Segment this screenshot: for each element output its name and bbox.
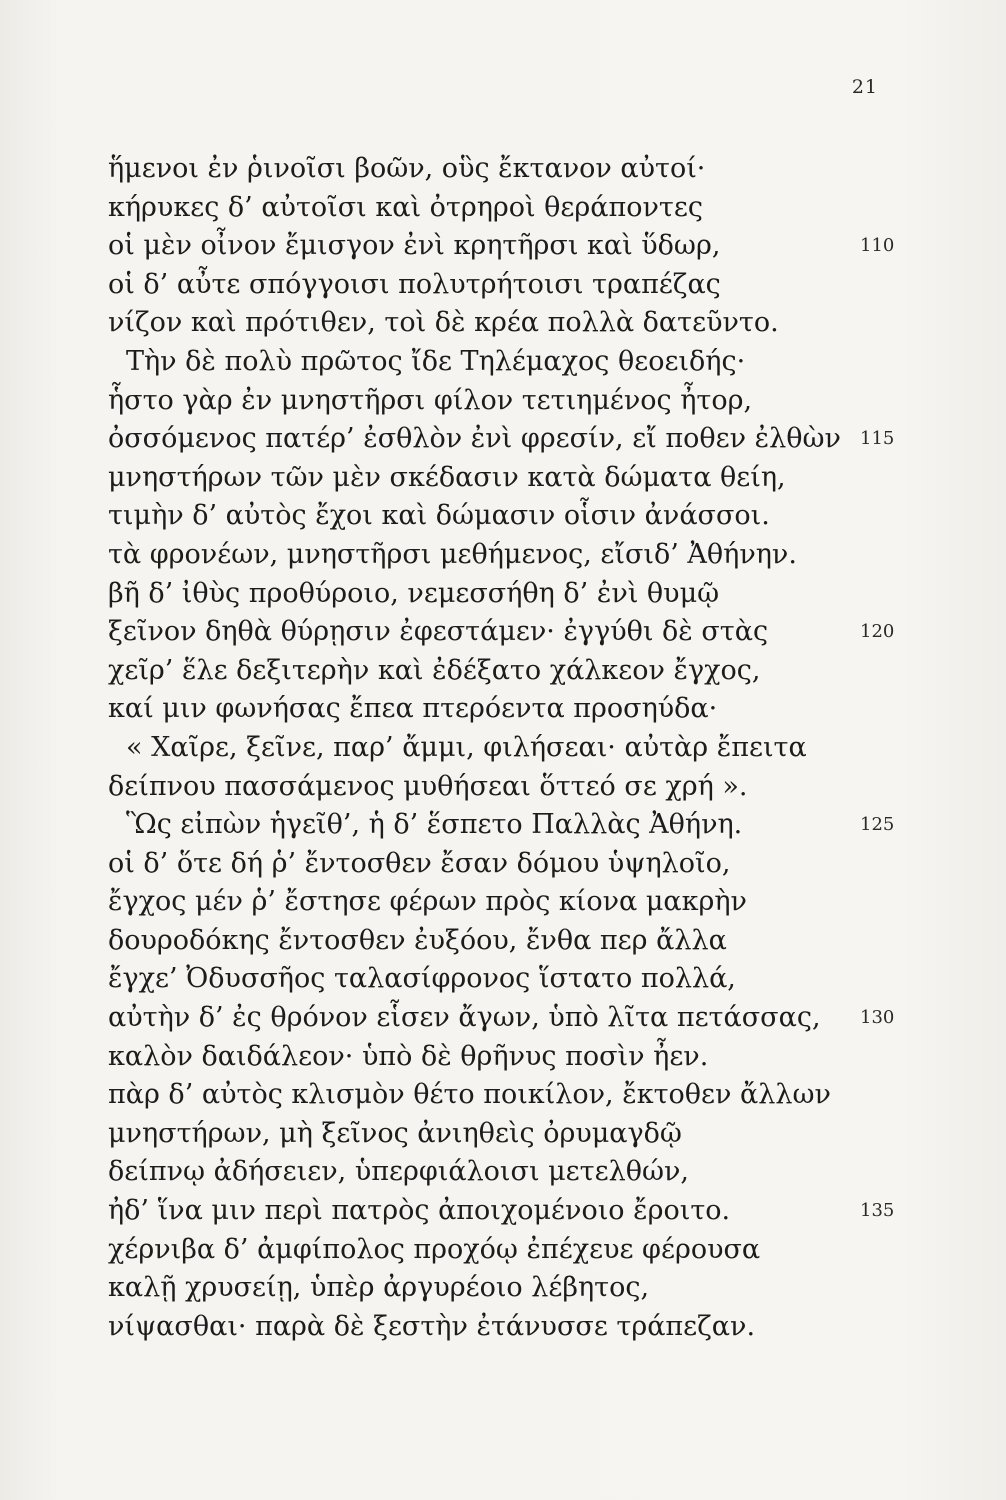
verse-line: [108, 922, 908, 961]
verse-line: [108, 1153, 908, 1192]
verse-line: [108, 806, 908, 845]
line-number: 130: [860, 1007, 895, 1029]
verse-line: [108, 1192, 908, 1231]
verse-text: ἧστο γὰρ ἐν μνηστῆρσι φίλον τετιημένος ἦτορ,: [108, 384, 753, 416]
line-number: 135: [860, 1200, 895, 1222]
verse-line: [108, 1038, 908, 1077]
verse-text: « Χαῖρε, ξεῖνε, παρ’ ἄμμι, φιλήσεαι· αὐτὰρ ἔπειτα: [126, 731, 807, 763]
verse-text: δουροδόκης ἔντοσθεν ἐυξόου, ἔνθα περ ἄλλα: [108, 924, 727, 956]
line-number: 120: [860, 621, 895, 643]
verse-line: [108, 883, 908, 922]
verse-line: [108, 420, 908, 459]
verse-line: [108, 1115, 908, 1154]
verse-line: [108, 1076, 908, 1115]
line-number: 115: [860, 428, 895, 450]
verse-text: Τὴν δὲ πολὺ πρῶτος ἴδε Τηλέμαχος θεοειδής·: [126, 345, 746, 377]
verse-line: [108, 1308, 908, 1347]
verse-line: [108, 1231, 908, 1270]
verse-text: τὰ φρονέων, μνηστῆρσι μεθήμενος, εἴσιδ’ Ἀθήνην.: [108, 538, 797, 570]
verse-line: [108, 845, 908, 884]
verse-text: δείπνῳ ἀδήσειεν, ὑπερφιάλοισι μετελθών,: [108, 1156, 689, 1188]
verse-text: νίψασθαι· παρὰ δὲ ξεστὴν ἐτάνυσσε τράπεζαν.: [108, 1310, 756, 1342]
verse-line: [108, 343, 908, 382]
verse-text: καλὸν δαιδάλεον· ὑπὸ δὲ θρῆνυς ποσὶν ἦεν.: [108, 1040, 709, 1072]
verse-line: [108, 652, 908, 691]
line-number: 110: [860, 235, 895, 257]
verse-text: καλῇ χρυσείῃ, ὑπὲρ ἀργυρέοιο λέβητος,: [108, 1272, 650, 1304]
verse-text: μνηστήρων, μὴ ξεῖνος ἀνιηθεὶς ὀρυμαγδῷ: [108, 1117, 682, 1149]
verse-text: μνηστήρων τῶν μὲν σκέδασιν κατὰ δώματα θείη,: [108, 461, 786, 493]
verse-line: [108, 189, 908, 228]
verse-block: [108, 150, 908, 1346]
verse-line: [108, 497, 908, 536]
verse-text: ἠδ’ ἵνα μιν περὶ πατρὸς ἀποιχομένοιο ἔροιτο.: [108, 1195, 731, 1227]
verse-text: καί μιν φωνήσας ἔπεα πτερόεντα προσηύδα·: [108, 693, 718, 725]
verse-text: ἔγχος μέν ῥ’ ἔστησε φέρων πρὸς κίονα μακρὴν: [108, 886, 747, 918]
verse-line: [108, 999, 908, 1038]
verse-text: οἱ δ’ ὅτε δή ῥ’ ἔντοσθεν ἔσαν δόμου ὑψηλοῖο,: [108, 847, 731, 879]
verse-line: [108, 227, 908, 266]
verse-text: κήρυκες δ’ αὐτοῖσι καὶ ὀτρηροὶ θεράποντες: [108, 191, 703, 223]
verse-text: χεῖρ’ ἕλε δεξιτερὴν καὶ ἐδέξατο χάλκεον ἔγχος,: [108, 654, 761, 686]
verse-text: χέρνιβα δ’ ἀμφίπολος προχόῳ ἐπέχευε φέρουσα: [108, 1233, 761, 1265]
verse-text: νίζον καὶ πρότιθεν, τοὶ δὲ κρέα πολλὰ δατεῦντο.: [108, 307, 779, 339]
verse-line: [108, 960, 908, 999]
verse-line: [108, 768, 908, 807]
verse-text: πὰρ δ’ αὐτὸς κλισμὸν θέτο ποικίλον, ἔκτοθεν ἄλλων: [108, 1079, 831, 1111]
verse-text: αὐτὴν δ’ ἐς θρόνον εἷσεν ἄγων, ὑπὸ λῖτα πετάσσας,: [108, 1002, 821, 1034]
verse-line: [108, 150, 908, 189]
verse-text: ὀσσόμενος πατέρ’ ἐσθλὸν ἐνὶ φρεσίν, εἴ ποθεν ἐλθὼν: [108, 423, 841, 455]
verse-text: βῆ δ’ ἰθὺς προθύροιο, νεμεσσήθη δ’ ἐνὶ θυμῷ: [108, 577, 720, 609]
verse-text: ἥμενοι ἐν ῥινοῖσι βοῶν, οὓς ἔκτανον αὐτοί·: [108, 153, 706, 184]
verse-line: [108, 304, 908, 343]
verse-line: [108, 575, 908, 614]
verse-text: δείπνου πασσάμενος μυθήσεαι ὅττεό σε χρή ».: [108, 770, 748, 802]
verse-line: [108, 729, 908, 768]
verse-line: [108, 690, 908, 729]
verse-line: [108, 1269, 908, 1308]
verse-line: [108, 266, 908, 305]
verse-text: ξεῖνον δηθὰ θύρῃσιν ἐφεστάμεν· ἐγγύθι δὲ στὰς: [108, 616, 769, 648]
verse-text: ἔγχε’ Ὀδυσσῆος ταλασίφρονος ἵστατο πολλά,: [108, 963, 736, 995]
verse-text: Ὣς εἰπὼν ἡγεῖθ’, ἡ δ’ ἕσπετο Παλλὰς Ἀθήνη.: [126, 809, 743, 841]
line-number: 125: [860, 814, 895, 836]
verse-line: [108, 459, 908, 498]
verse-line: [108, 613, 908, 652]
verse-text: τιμὴν δ’ αὐτὸς ἔχοι καὶ δώμασιν οἷσιν ἀνάσσοι.: [108, 500, 770, 532]
verse-text: οἱ δ’ αὖτε σπόγγοισι πολυτρήτοισι τραπέζας: [108, 268, 721, 300]
verse-line: [108, 382, 908, 421]
page-number: 21: [851, 76, 878, 98]
verse-text: οἱ μὲν οἶνον ἔμισγον ἐνὶ κρητῆρσι καὶ ὕδωρ,: [108, 230, 721, 262]
verse-line: [108, 536, 908, 575]
